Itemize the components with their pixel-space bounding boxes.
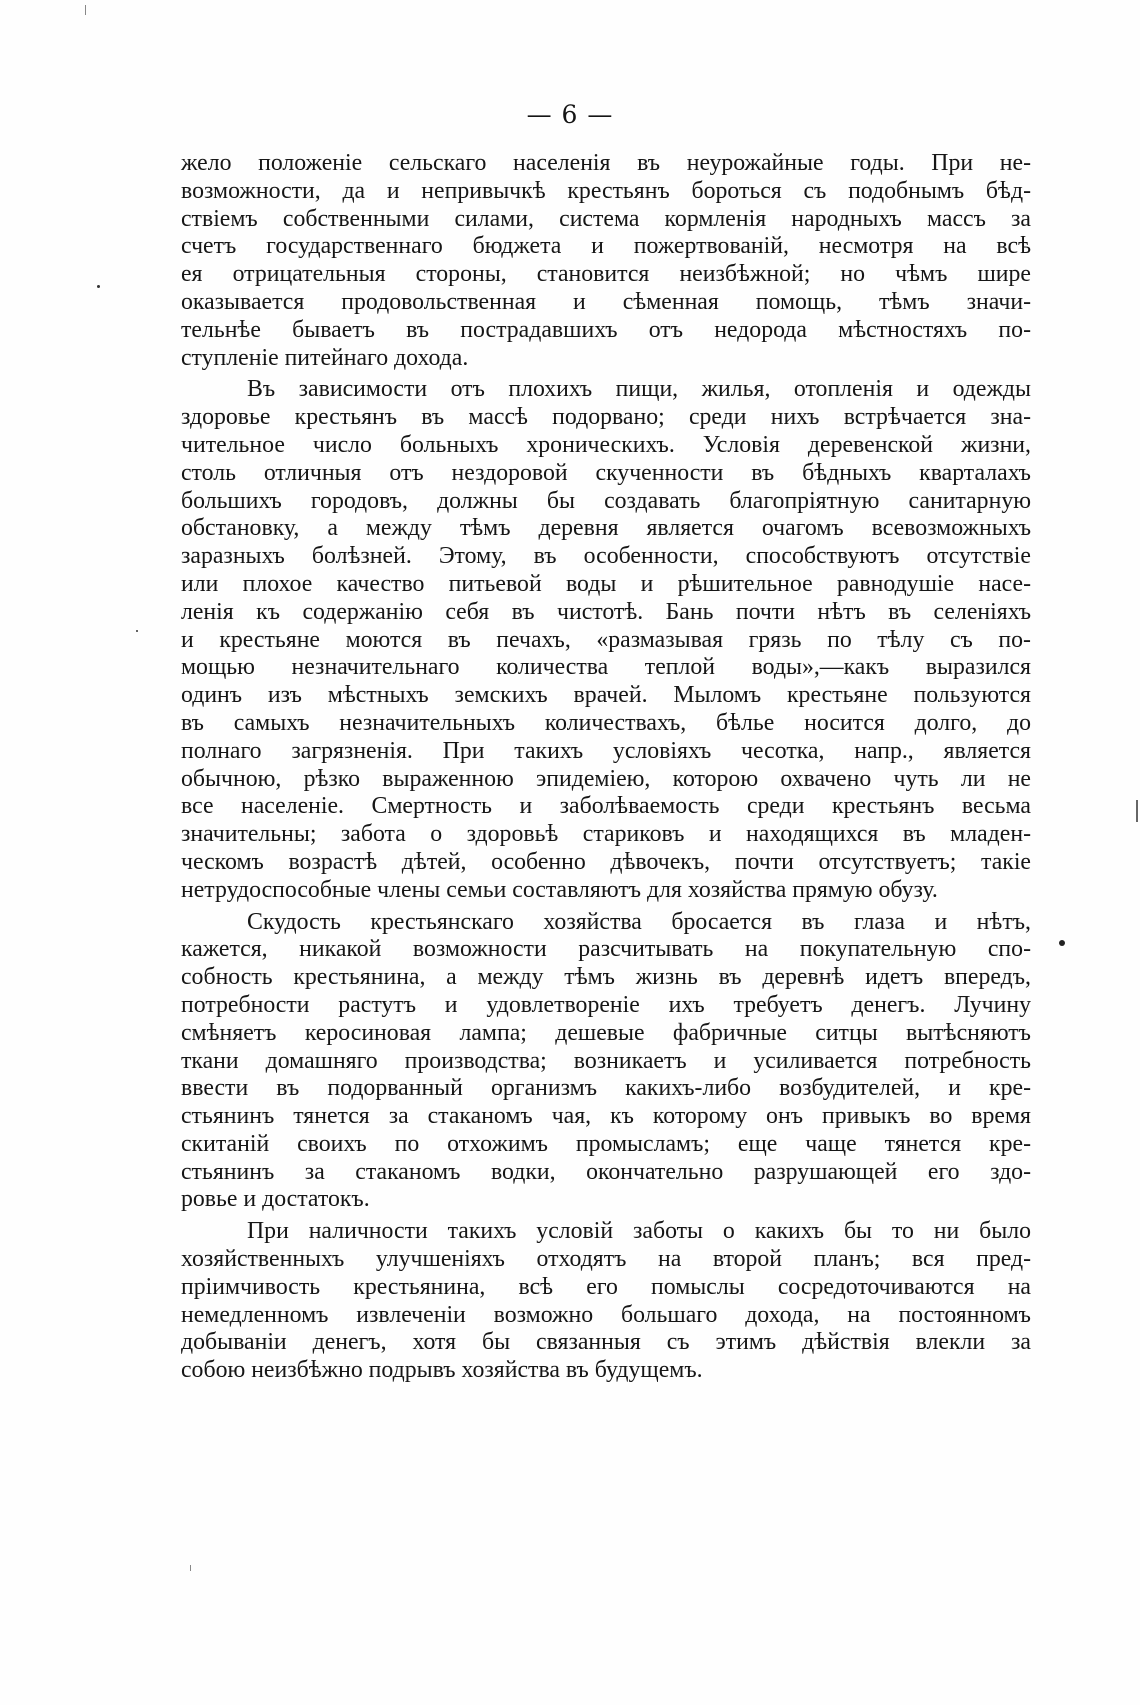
text-line: полнаго загрязненія. При такихъ условіяхъ чесотка, напр., является [181, 737, 1031, 764]
text-line: возможности, да и непривычкѣ крестьянъ бороться съ подобнымъ бѣд- [181, 177, 1031, 204]
text-line: въ самыхъ незначительныхъ количествахъ, бѣлье носится долго, до [181, 709, 1031, 736]
text-line: ровье и достатокъ. [181, 1186, 370, 1213]
margin-tick [190, 1565, 191, 1571]
text-line: жело положеніе сельскаго населенія въ неурожайные годы. При не- [181, 150, 1031, 176]
text-line: При наличности такихъ условій заботы о какихъ бы то ни было [247, 1218, 1031, 1245]
text-line: и крестьяне моются въ печахъ, «размазывая грязь по тѣлу съ по- [181, 626, 1031, 653]
text-line: Скудость крестьянскаго хозяйства бросается въ глаза и нѣтъ, [247, 908, 1031, 935]
text-line: здоровье крестьянъ въ массѣ подорвано; среди нихъ встрѣчается зна- [181, 404, 1031, 431]
text-line: заразныхъ болѣзней. Этому, въ особенности, способствуютъ отсутствіе [181, 543, 1031, 570]
margin-tick [1136, 800, 1138, 822]
text-line: добываніи денегъ, хотя бы связанныя съ этимъ дѣйствія влекли за [181, 1329, 1031, 1356]
paragraph-1 [181, 150, 1031, 372]
text-line: ствіемъ собственными силами, система кормленія народныхъ массъ за [181, 205, 1031, 232]
speck [136, 630, 138, 632]
text-line: ленія къ содержанію себя въ чистотѣ. Бань почти нѣтъ въ селеніяхъ [181, 598, 1031, 625]
text-line: оказывается продовольственная и сѣменная помощь, тѣмъ значи- [181, 288, 1031, 315]
text-line: смѣняетъ керосиновая лампа; дешевые фабричные ситцы вытѣсняютъ [181, 1019, 1031, 1046]
text-line: собность крестьянина, а между тѣмъ жизнь въ деревнѣ идетъ впередъ, [181, 964, 1031, 991]
text-line: хозяйственныхъ улучшеніяхъ отходятъ на второй планъ; вся пред- [181, 1246, 1031, 1273]
text-line: скитаній своихъ по отхожимъ промысламъ; еще чаще тянется кре- [181, 1130, 1031, 1157]
text-line: собою неизбѣжно подрывъ хозяйства въ будущемъ. [181, 1357, 703, 1384]
text-line: немедленномъ извлеченіи возможно большаго дохода, на постоянномъ [181, 1301, 1031, 1328]
text-line: ступленіе питейнаго дохода. [181, 344, 469, 371]
text-line: счетъ государственнаго бюджета и пожертвованій, несмотря на всѣ [181, 233, 1031, 260]
speck [1059, 940, 1065, 946]
text-line: все населеніе. Смертность и заболѣваемость среди крестьянъ весьма [181, 793, 1031, 820]
page-number: — 6 — [526, 100, 614, 129]
paragraph-4 [181, 1218, 1031, 1385]
text-line: потребности растутъ и удовлетвореніе ихъ требуетъ денегъ. Лучину [181, 991, 1031, 1018]
text-line: пріимчивость крестьянина, всѣ его помыслы сосредоточиваются на [181, 1273, 1031, 1300]
text-line: нетрудоспособные члены семьи составляютъ для хозяйства прямую обузу. [181, 876, 938, 903]
text-line: ткани домашняго производства; возникаетъ и усиливается потребность [181, 1047, 1031, 1074]
text-line: кажется, никакой возможности разсчитывать на покупательную спо- [181, 936, 1031, 963]
text-line: стьянинъ за стаканомъ водки, окончательно разрушающей его здо- [181, 1158, 1031, 1185]
text-line: мощью незначительнаго количества теплой воды»,—какъ выразился [181, 654, 1031, 681]
body-text [181, 150, 1031, 1385]
margin-tick [85, 5, 86, 15]
text-line: тельнѣе бываетъ въ пострадавшихъ отъ недорода мѣстностяхъ по- [181, 316, 1031, 343]
text-line: стьянинъ тянется за стаканомъ чая, къ которому онъ привыкъ во время [181, 1103, 1031, 1130]
text-line: ея отрицательныя стороны, становится неизбѣжной; но чѣмъ шире [181, 261, 1031, 288]
text-line: Въ зависимости отъ плохихъ пищи, жилья, отопленія и одежды [247, 376, 1031, 403]
text-line: большихъ городовъ, должны бы создавать благопріятную санитарную [181, 487, 1031, 514]
text-line: обычною, рѣзко выраженною эпидеміею, которою охвачено чуть ли не [181, 765, 1031, 792]
text-line: обстановку, а между тѣмъ деревня является очагомъ всевозможныхъ [181, 515, 1031, 542]
text-line: или плохое качество питьевой воды и рѣшительное равнодушіе насе- [181, 570, 1031, 597]
speck [97, 285, 100, 288]
text-line: значительны; забота о здоровьѣ стариковъ и находящихся въ младен- [181, 821, 1031, 848]
text-line: столь отличныя отъ нездоровой скученности въ бѣдныхъ кварталахъ [181, 459, 1031, 486]
text-line: ввести въ подорванный организмъ какихъ-либо возбудителей, и кре- [181, 1075, 1031, 1102]
text-line: чительное число больныхъ хроническихъ. Условія деревенской жизни, [181, 431, 1031, 458]
text-line: одинъ изъ мѣстныхъ земскихъ врачей. Мыломъ крестьяне пользуются [181, 682, 1031, 709]
paragraph-3 [181, 909, 1031, 1215]
text-line: ческомъ возрастѣ дѣтей, особенно дѣвочекъ, почти отсутствуетъ; такіе [181, 848, 1031, 875]
paragraph-2 [181, 376, 1031, 904]
